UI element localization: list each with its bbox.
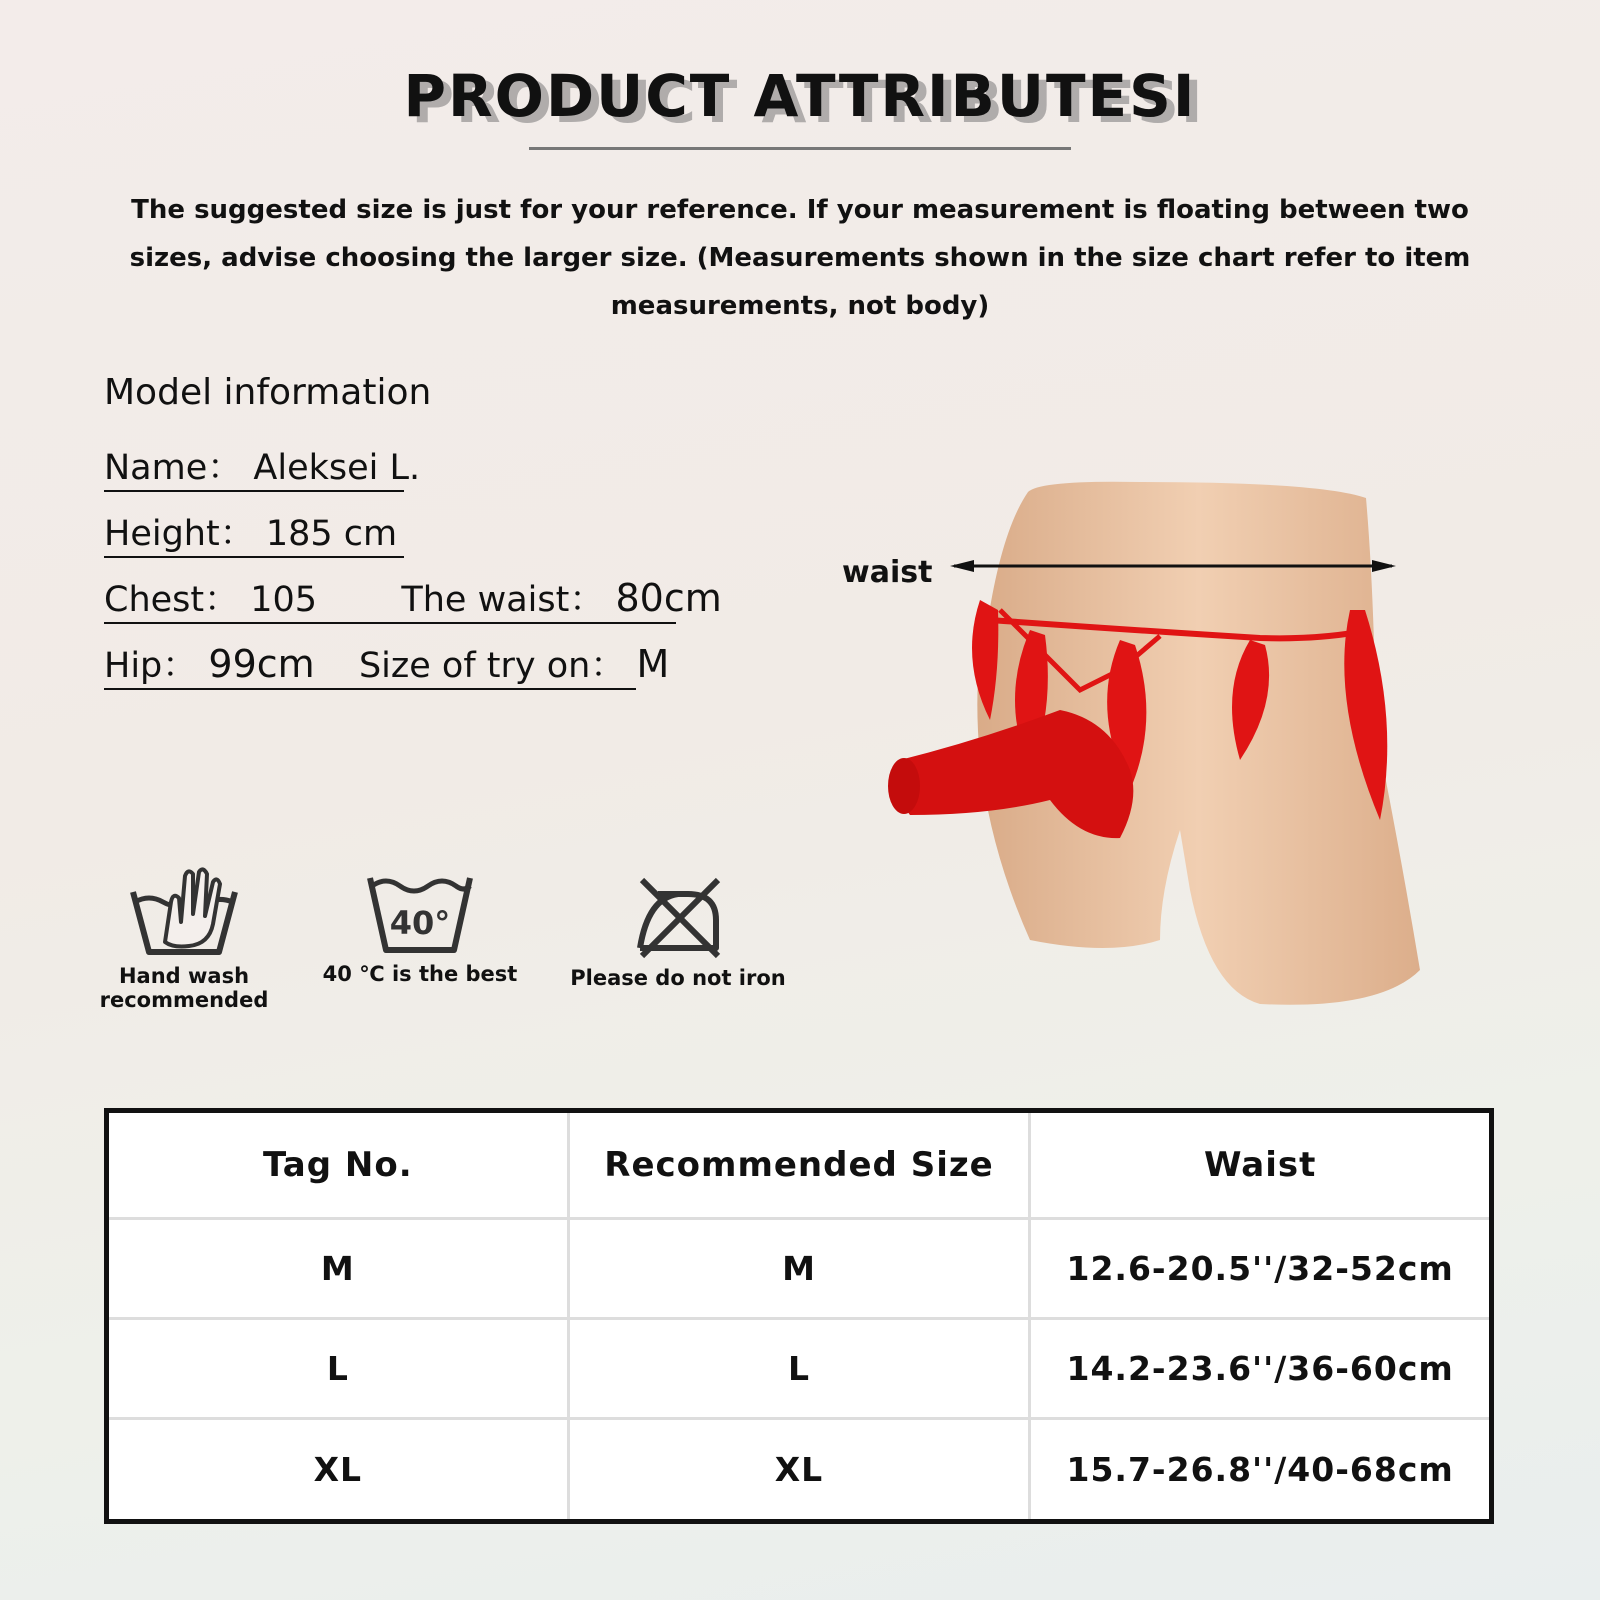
- waist-value: 80cm: [615, 576, 722, 620]
- hand-wash-icon: [125, 862, 243, 958]
- title-divider: [529, 147, 1071, 150]
- table-row: [107, 1219, 1492, 1319]
- name-value: Aleksei L.: [253, 448, 421, 488]
- table-header-row: [107, 1111, 1492, 1219]
- waist-measure-label: waist: [842, 555, 933, 590]
- care-no-iron-label: Please do not iron: [570, 966, 786, 990]
- wash-40-icon: [364, 872, 476, 956]
- model-height-line: [104, 506, 404, 558]
- care-wash-40-label: 40 ℃ is the best: [322, 962, 518, 986]
- header-waist: Waist: [1030, 1111, 1492, 1219]
- product-photo: [880, 470, 1440, 1030]
- chest-label: Chest：: [104, 580, 240, 620]
- tryon-label: Size of try on：: [358, 646, 626, 686]
- model-name-line: [104, 440, 421, 492]
- cell-recommended: M: [568, 1219, 1030, 1319]
- tryon-value: M: [636, 642, 670, 686]
- waist-label: The waist：: [401, 580, 605, 620]
- hip-label: Hip：: [104, 646, 198, 686]
- model-hip-line: [104, 638, 670, 690]
- height-label: Height：: [104, 514, 255, 554]
- cell-tag: XL: [107, 1419, 569, 1522]
- cell-recommended: L: [568, 1319, 1030, 1419]
- cell-waist: 12.6-20.5''/32-52cm: [1030, 1219, 1492, 1319]
- hip-value: 99cm: [208, 642, 315, 686]
- table-row: [107, 1419, 1492, 1522]
- care-wash-40: [320, 872, 520, 986]
- page-title: PRODUCT ATTRIBUTESI: [403, 62, 1197, 130]
- wash-temp-text: 40°: [389, 904, 451, 942]
- model-info-heading: Model information: [104, 372, 432, 413]
- cell-recommended: XL: [568, 1419, 1030, 1522]
- height-value: 185 cm: [265, 514, 398, 554]
- care-hand-wash: [98, 862, 270, 1012]
- cell-tag: M: [107, 1219, 569, 1319]
- chest-value: 105: [250, 580, 318, 620]
- model-chest-waist-line: [104, 572, 722, 624]
- header-tag-no: Tag No.: [107, 1111, 569, 1219]
- care-no-iron: [568, 876, 788, 990]
- cell-waist: 14.2-23.6''/36-60cm: [1030, 1319, 1492, 1419]
- header-recommended-size: Recommended Size: [568, 1111, 1030, 1219]
- name-label: Name：: [104, 448, 243, 488]
- size-chart-table: [104, 1108, 1494, 1524]
- care-hand-wash-label: Hand wash recommended: [99, 964, 269, 1012]
- table-row: [107, 1319, 1492, 1419]
- do-not-iron-icon: [628, 876, 728, 960]
- cell-waist: 15.7-26.8''/40-68cm: [1030, 1419, 1492, 1522]
- size-note: The suggested size is just for your reference. If your measurement is floating between two sizes, advise choosing the larger size. (Measurements shown in the size chart refer to item measurements, not body): [129, 195, 1471, 321]
- cell-tag: L: [107, 1319, 569, 1419]
